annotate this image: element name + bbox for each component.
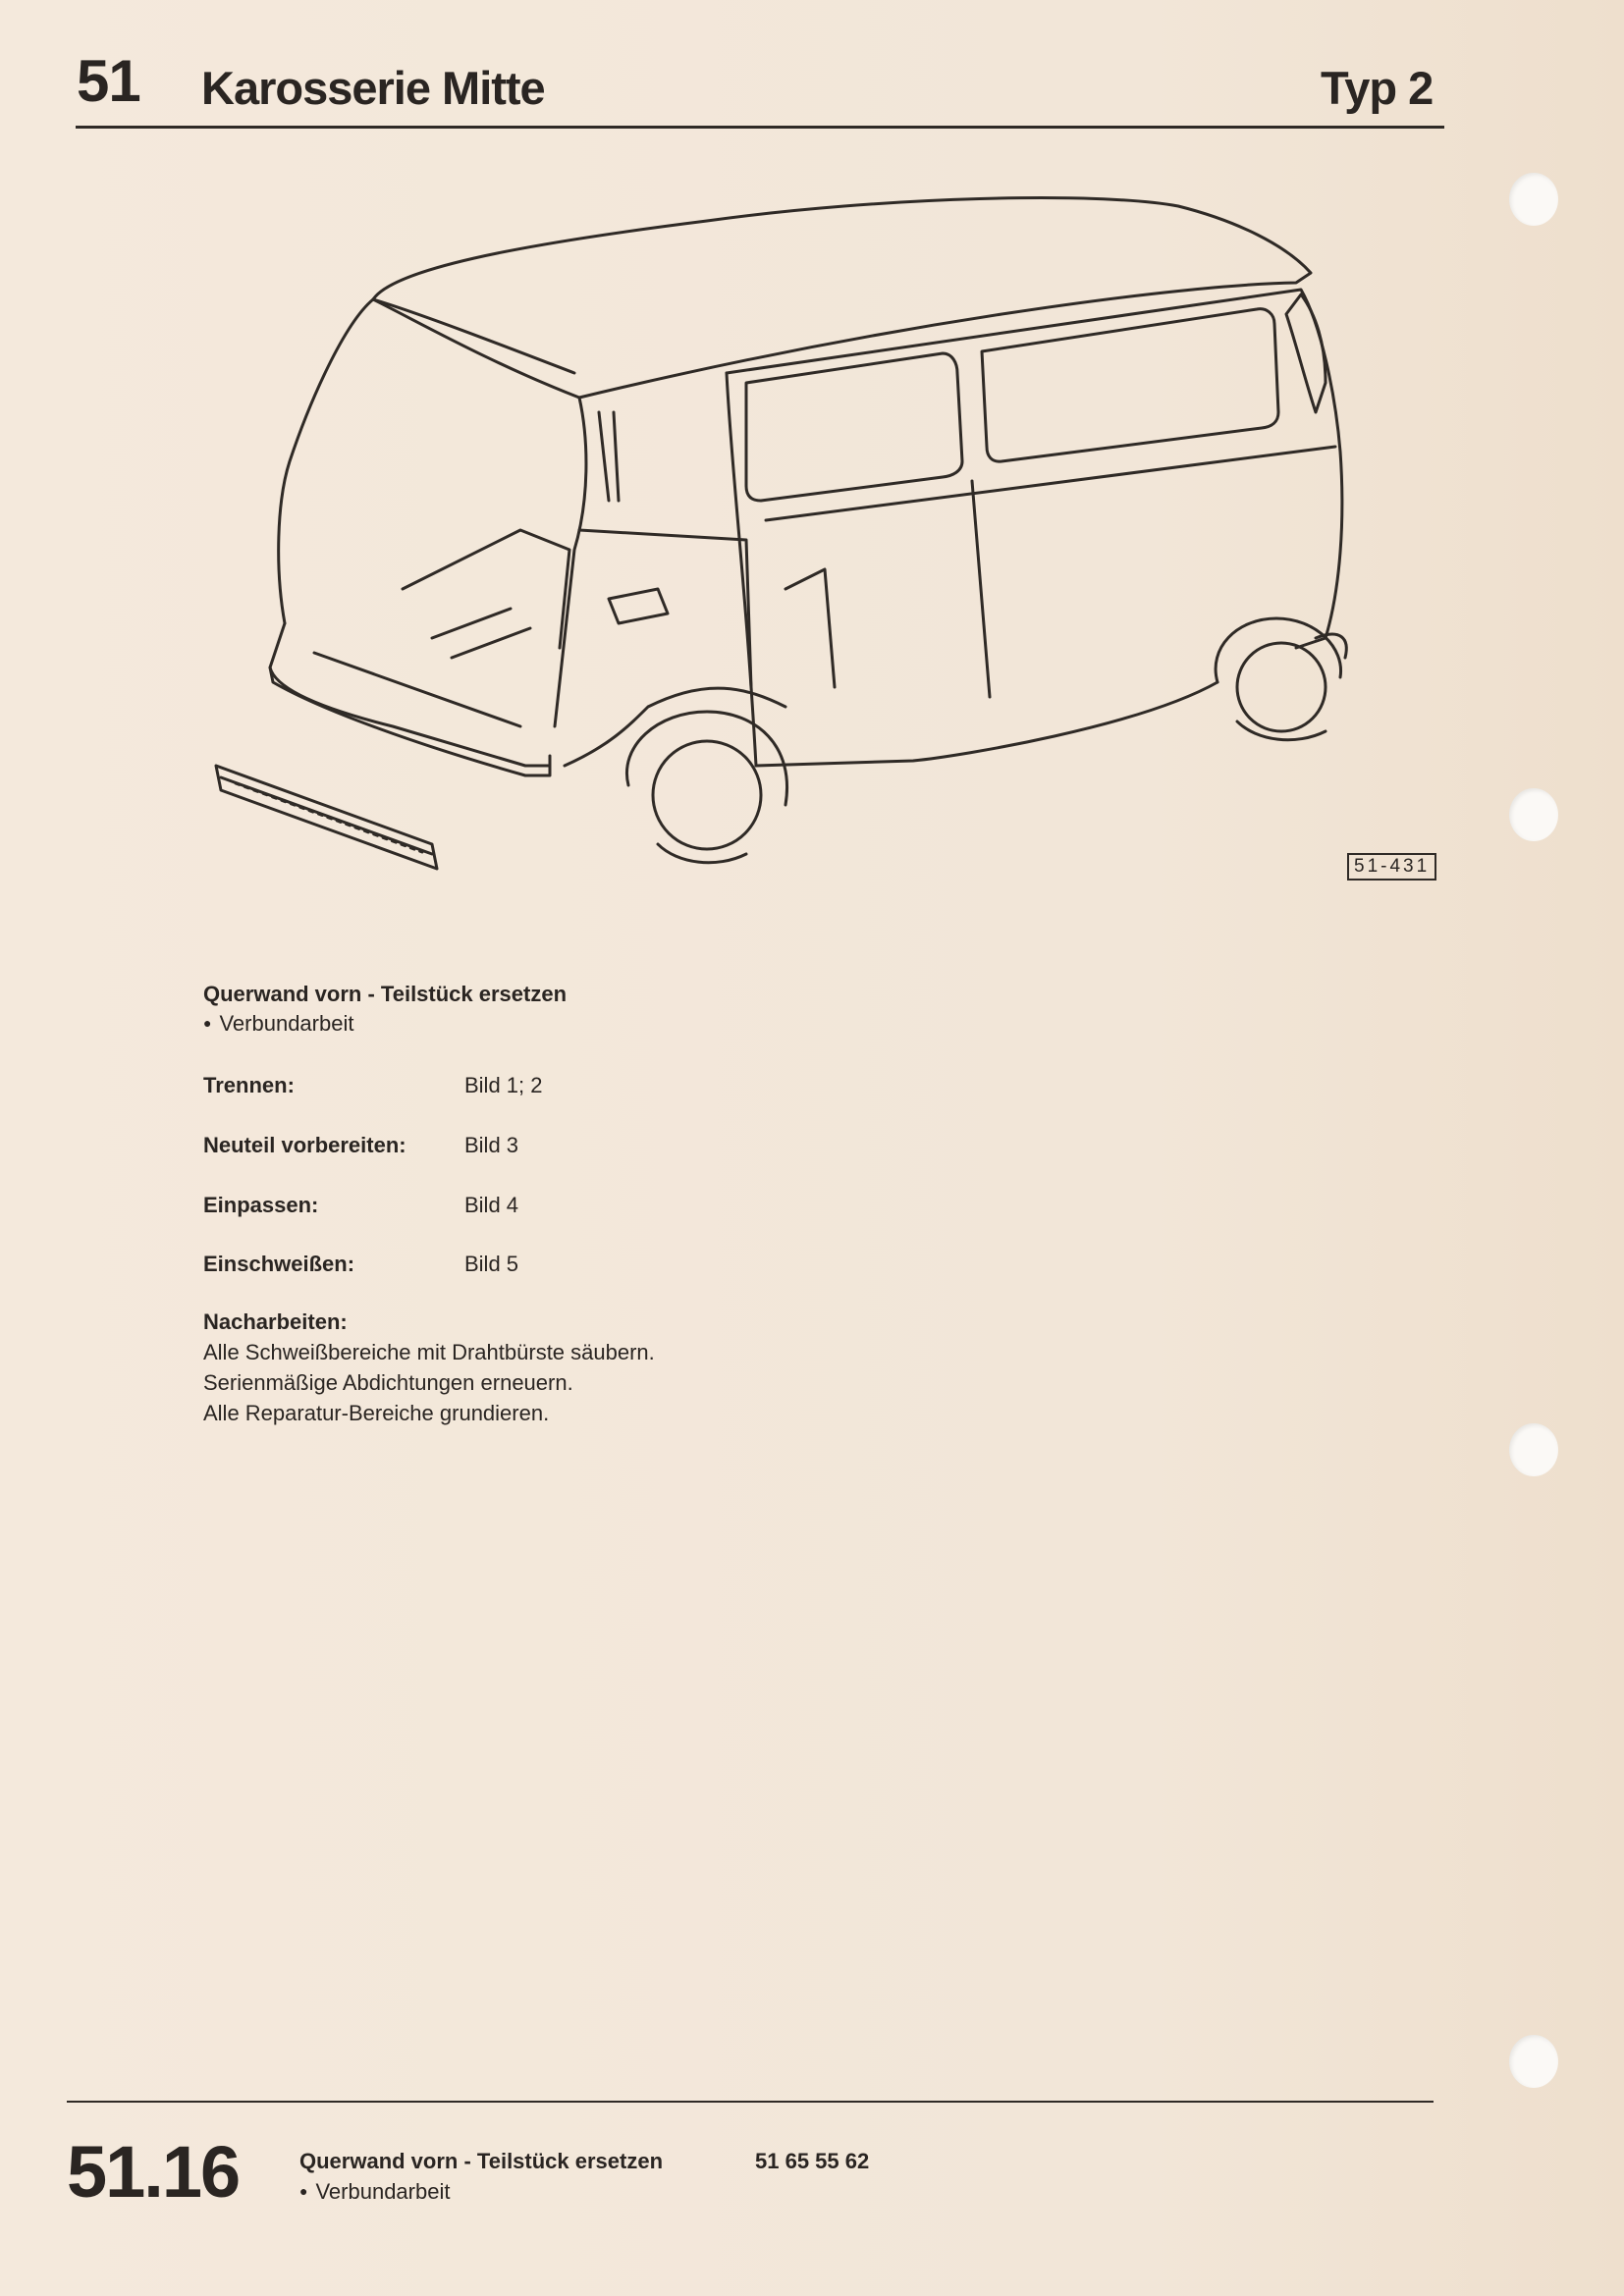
post-work-line: Alle Schweißbereiche mit Drahtbürste säubern. (203, 1340, 655, 1364)
punch-hole (1509, 1423, 1558, 1476)
step-value: Bild 3 (464, 1133, 519, 1157)
document-code: 51 65 55 62 (755, 2149, 870, 2173)
post-work-heading: Nacharbeiten: (203, 1309, 348, 1334)
footer-title: Querwand vorn - Teilstück ersetzen (299, 2149, 664, 2173)
punch-hole (1509, 788, 1558, 841)
step-label: Neuteil vorbereiten: (203, 1133, 406, 1157)
procedure-note: ● Verbundarbeit (203, 1011, 353, 1037)
figure-code: 51-431 (1347, 853, 1436, 881)
punch-hole (1509, 173, 1558, 226)
step-value: Bild 4 (464, 1193, 519, 1217)
section-title: Karosserie Mitte (201, 62, 545, 114)
page-number: 51.16 (67, 2131, 240, 2213)
footer-rule (67, 2101, 1434, 2103)
step-label: Trennen: (203, 1073, 295, 1097)
step-value: Bild 1; 2 (464, 1073, 543, 1097)
step-label: Einpassen: (203, 1193, 319, 1217)
step-value: Bild 5 (464, 1252, 519, 1276)
post-work-line: Serienmäßige Abdichtungen erneuern. (203, 1370, 573, 1395)
vehicle-type: Typ 2 (1321, 62, 1434, 114)
procedure-title: Querwand vorn - Teilstück ersetzen (203, 982, 568, 1006)
van-body-illustration (196, 177, 1463, 923)
footer-note: ● Verbundarbeit (299, 2179, 450, 2205)
punch-hole (1509, 2035, 1558, 2088)
section-number: 51 (77, 48, 140, 114)
header-rule (76, 126, 1444, 129)
step-label: Einschweißen: (203, 1252, 355, 1276)
post-work-line: Alle Reparatur-Bereiche grundieren. (203, 1401, 550, 1425)
